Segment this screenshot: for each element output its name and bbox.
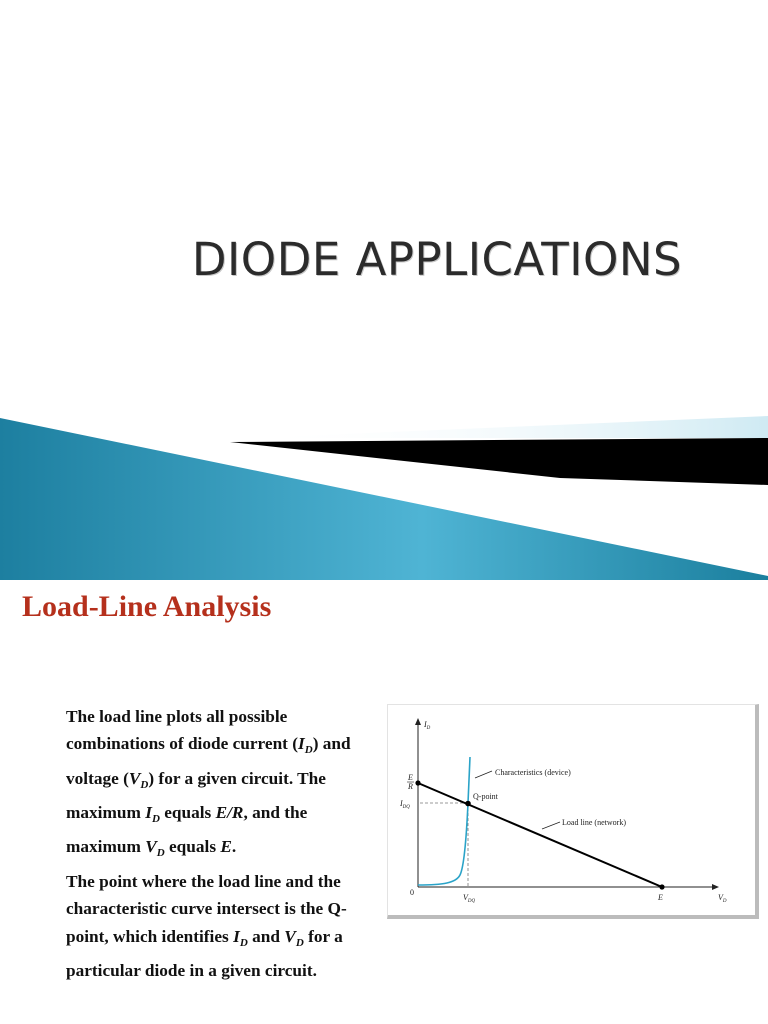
characteristics-leader <box>475 771 492 778</box>
symbol-e-over-r: E/R <box>215 802 244 822</box>
x-axis-arrow-icon <box>712 884 719 890</box>
e-axis-label: E <box>658 893 663 902</box>
title-banner-decoration <box>0 410 768 580</box>
characteristic-curve <box>418 757 470 885</box>
loadline-label: Load line (network) <box>562 818 626 827</box>
text-run: The load line plots all possible combinations of diode current ( <box>66 707 299 754</box>
characteristics-label: Characteristics (device) <box>495 768 571 777</box>
q-point-marker <box>465 801 471 807</box>
loadline-leader <box>542 822 560 829</box>
e-over-r-label-bottom: R <box>408 782 413 791</box>
x-axis-label: $V_D$ <box>718 893 727 904</box>
text-run: equals <box>159 802 216 822</box>
text-run: for a particular diode in a given circuit. <box>66 926 343 980</box>
qpoint-label: Q-point <box>473 792 498 801</box>
text-run: , and the maximum <box>66 802 308 857</box>
symbol-id: I <box>145 802 152 822</box>
y-axis-arrow-icon <box>415 718 421 725</box>
symbol-subscript: D <box>295 936 304 949</box>
text-run: The point where the load line and the characteristic curve intersect is the Q-point, which identifies <box>66 872 347 946</box>
y-axis-label: $I_D$ <box>424 720 431 731</box>
text-run: ) and voltage ( <box>66 734 351 788</box>
symbol-id: I <box>298 734 305 754</box>
load-line-figure <box>387 704 759 919</box>
load-line <box>418 783 662 887</box>
e-over-r-point <box>415 780 420 785</box>
symbol-id: I <box>233 926 240 946</box>
symbol-e: E <box>220 837 232 857</box>
symbol-subscript: D <box>239 936 248 949</box>
slide-title: DIODE APPLICATIONS <box>191 233 683 286</box>
e-point <box>659 884 664 889</box>
symbol-vd: V <box>284 926 296 946</box>
section-heading: Load-Line Analysis <box>22 590 272 623</box>
description-paragraph <box>66 703 366 867</box>
qpoint-paragraph <box>66 868 366 984</box>
vdq-label: $V_{DQ}$ <box>463 893 476 904</box>
symbol-vd: V <box>128 768 141 788</box>
symbol-subscript: D <box>304 744 313 757</box>
symbol-subscript: D <box>140 778 149 791</box>
idq-label: $I_{DQ}$ <box>400 799 410 810</box>
text-run: equals <box>164 837 221 857</box>
load-line-diagram <box>388 705 755 915</box>
e-over-r-label-top: E <box>408 773 413 782</box>
symbol-subscript: D <box>156 847 165 860</box>
text-run: and <box>247 926 285 946</box>
text-run: . <box>231 837 237 857</box>
text-run: ) for a given circuit. The maximum <box>66 768 326 822</box>
symbol-subscript: D <box>151 812 160 825</box>
symbol-vd: V <box>145 837 157 857</box>
origin-label: 0 <box>410 888 414 897</box>
